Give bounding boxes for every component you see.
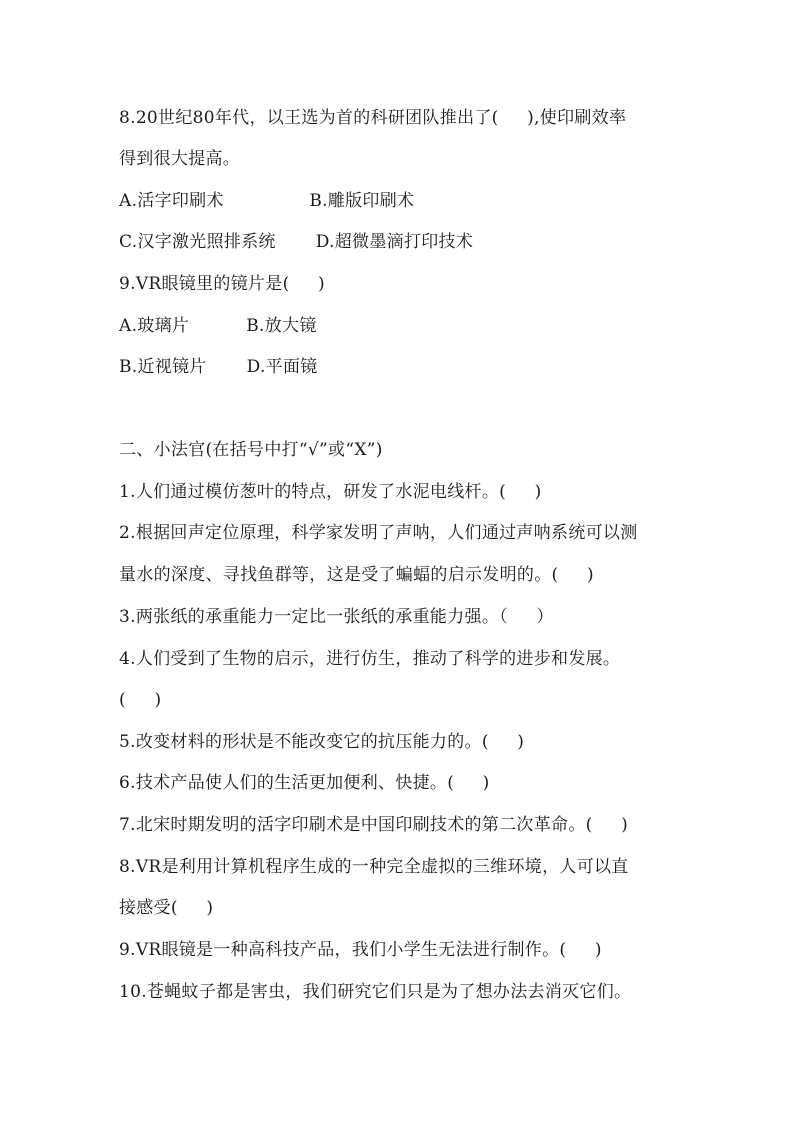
judge-item-1: 1.人们通过模仿葱叶的特点，研发了水泥电线杆。( )	[119, 482, 542, 502]
question-9-options-cd: B.近视镜片 D.平面镜	[119, 357, 318, 377]
judge-item-5: 5.改变材料的形状是不能改变它的抗压能力的。( )	[119, 732, 525, 752]
judge-item-8-line2: 接感受( )	[119, 898, 214, 918]
judge-item-10: 10.苍蝇蚊子都是害虫，我们研究它们只是为了想办法去消灭它们。	[119, 982, 632, 1002]
judge-item-4-line1: 4.人们受到了生物的启示，进行仿生，推动了科学的进步和发展。	[119, 649, 621, 669]
judge-item-7: 7.北宋时期发明的活字印刷术是中国印刷技术的第二次革命。( )	[119, 815, 629, 835]
judge-item-3: 3.两张纸的承重能力一定比一张纸的承重能力强。（ ）	[119, 607, 554, 627]
question-9-options-ab: A.玻璃片 B.放大镜	[119, 316, 317, 336]
question-8-stem-line2: 得到很大提高。	[119, 149, 241, 169]
judge-item-8-line1: 8.VR是利用计算机程序生成的一种完全虚拟的三维环境，人可以直	[119, 857, 629, 877]
question-8-stem-line1: 8.20世纪80年代，以王选为首的科研团队推出了( ),使印刷效率	[119, 108, 627, 128]
judge-item-9: 9.VR眼镜是一种高科技产品，我们小学生无法进行制作。( )	[119, 940, 602, 960]
judge-item-2-line1: 2.根据回声定位原理，科学家发明了声呐，人们通过声呐系统可以测	[119, 523, 638, 543]
judge-item-2-line2: 量水的深度、寻找鱼群等，这是受了蝙蝠的启示发明的。( )	[119, 565, 594, 585]
question-9-stem: 9.VR眼镜里的镜片是( )	[119, 274, 325, 294]
judge-item-6: 6.技术产品使人们的生活更加便利、快捷。( )	[119, 773, 490, 793]
question-8-options-cd: C.汉字激光照排系统 D.超微墨滴打印技术	[119, 232, 474, 252]
section-2-heading: 二、小法官(在括号中打“√”或“X”)	[119, 440, 383, 460]
question-8-options-ab: A.活字印刷术 B.雕版印刷术	[119, 191, 415, 211]
judge-item-4-line2: ( )	[119, 690, 162, 710]
